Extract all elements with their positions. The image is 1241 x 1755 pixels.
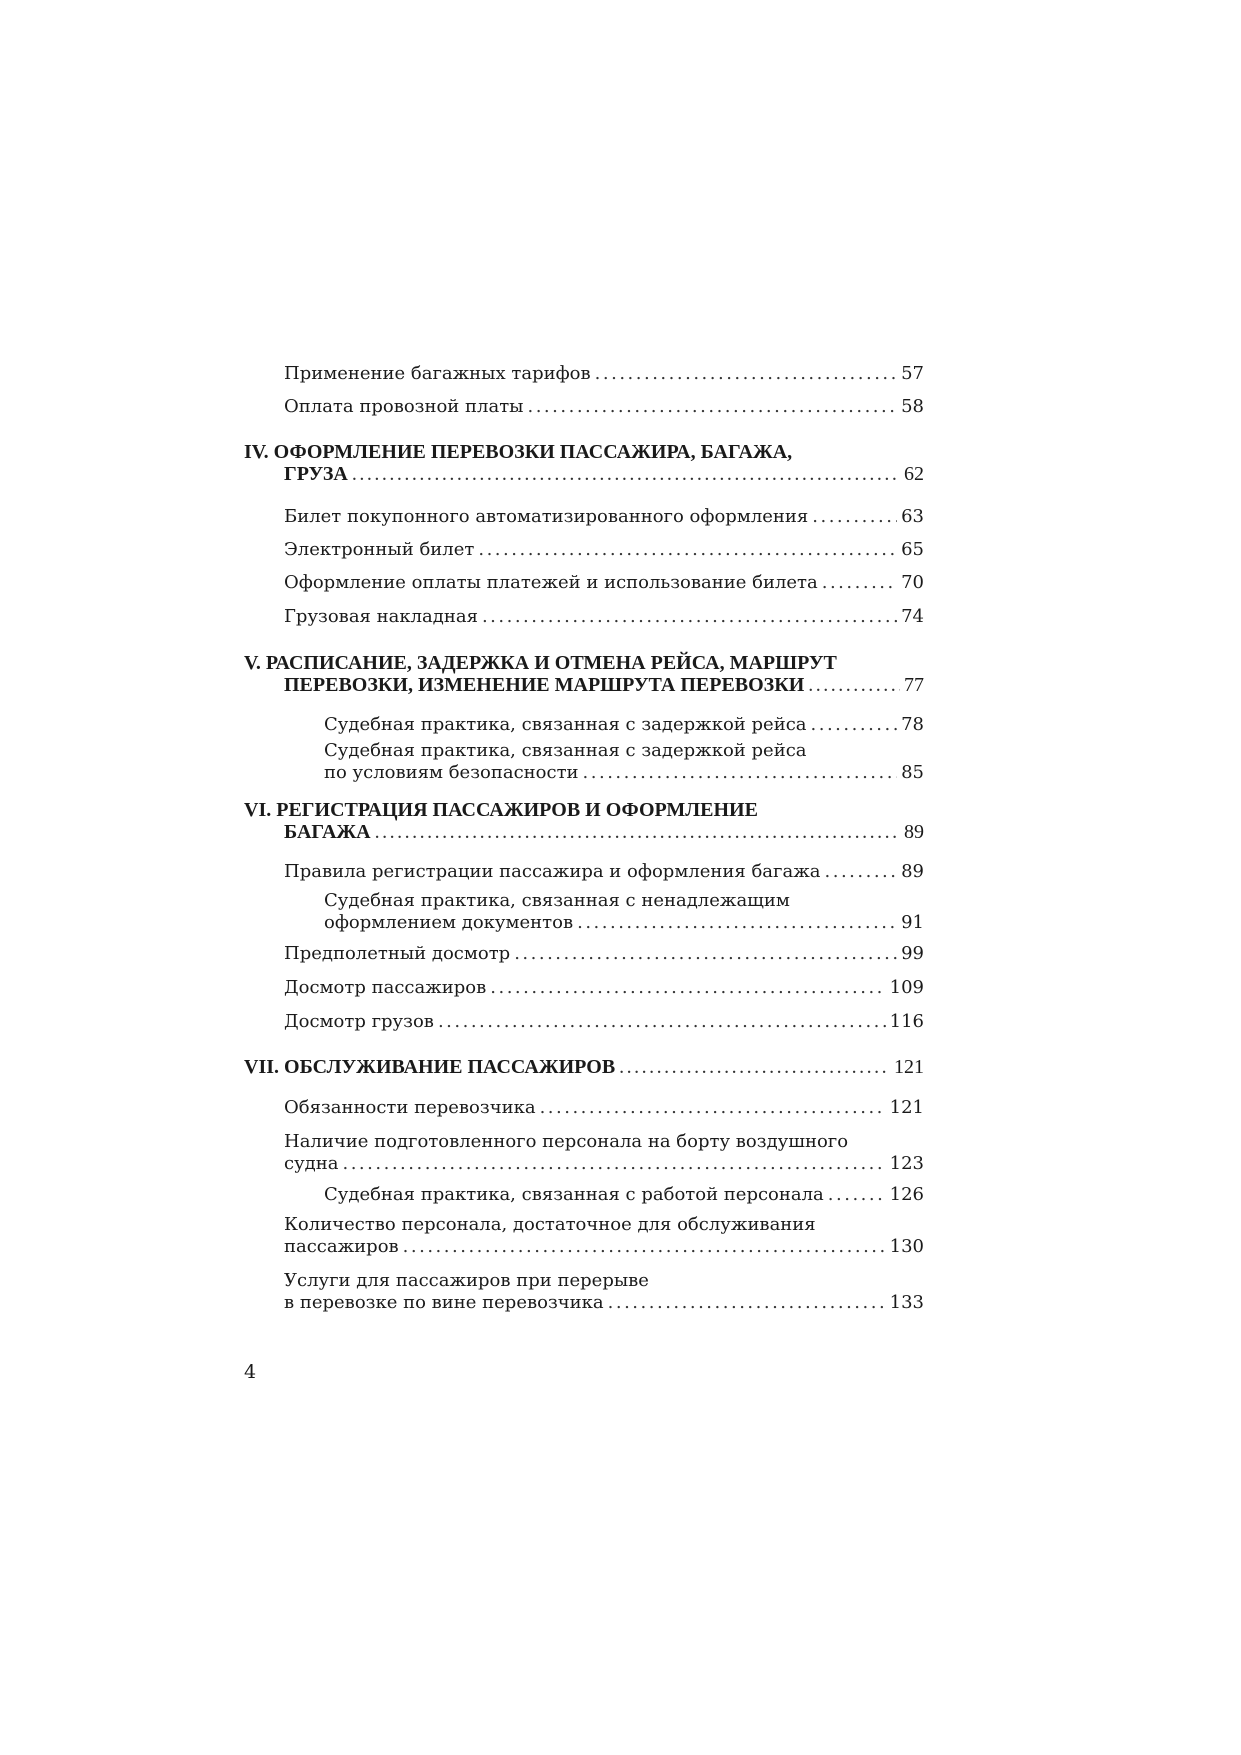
toc-leader-dots: [608, 1291, 886, 1315]
toc-section-heading-cont: [284, 462, 924, 486]
toc-entry-page: 65: [901, 539, 924, 560]
toc-entry: [284, 395, 924, 419]
toc-entry-title: Наличие подготовленного персонала на борту воздушного: [284, 1131, 849, 1152]
toc-entry-page: 130: [889, 1236, 924, 1257]
toc-entry-title: Судебная практика, связанная с задержкой рейса: [324, 714, 807, 735]
toc-entry-page: 123: [889, 1153, 924, 1174]
toc-entry: [284, 1152, 924, 1176]
page-number: 4: [244, 1361, 257, 1383]
toc-section-title: БАГАЖА: [284, 821, 371, 843]
toc-section-title: ПЕРЕВОЗКИ, ИЗМЕНЕНИЕ МАРШРУТА ПЕРЕВОЗКИ: [284, 674, 805, 696]
toc-leader-dots: [342, 1152, 885, 1176]
toc-entry: [284, 860, 924, 884]
toc-entry-title-cont: судна: [284, 1153, 339, 1174]
toc-entry-title: Электронный билет: [284, 539, 475, 560]
toc-entry-page: 78: [901, 714, 924, 735]
toc-entry: [284, 1096, 924, 1120]
toc-entry-page: 91: [901, 912, 924, 933]
toc-leader-dots: [811, 713, 898, 737]
toc-entry-page: 57: [901, 363, 924, 384]
table-of-contents: [244, 0, 924, 1755]
toc-entry: [284, 571, 924, 595]
toc-entry-page: 121: [889, 1097, 924, 1118]
toc-entry-title: Предполетный досмотр: [284, 943, 511, 964]
toc-leader-dots: [514, 942, 897, 966]
toc-section-page: 62: [904, 463, 924, 485]
toc-entry: [284, 1235, 924, 1259]
toc-entry: [284, 942, 924, 966]
toc-entry-title-cont: пассажиров: [284, 1236, 399, 1257]
toc-entry-page: 58: [901, 396, 924, 417]
toc-leader-dots: [583, 761, 898, 785]
toc-subentry: [324, 1183, 924, 1207]
toc-entry-title: Применение багажных тарифов: [284, 363, 591, 384]
toc-subentry-title: Судебная практика, связанная с ненадлежащим: [324, 890, 790, 911]
toc-section-heading: V. РАСПИСАНИЕ, ЗАДЕРЖКА И ОТМЕНА РЕЙСА, МАРШРУТ: [244, 652, 837, 674]
toc-entry: [284, 1010, 924, 1034]
toc-entry-title: Оплата провозной платы: [284, 396, 524, 417]
toc-section-heading-cont: [284, 820, 924, 844]
toc-entry-title: Услуги для пассажиров при перерыве: [284, 1270, 649, 1291]
toc-entry: [284, 605, 924, 629]
toc-subentry: [324, 713, 924, 737]
toc-leader-dots: [825, 860, 898, 884]
toc-leader-dots: [438, 1010, 886, 1034]
toc-subentry: [324, 911, 924, 935]
toc-entry-title: Билет покупонного автоматизированного оформления: [284, 506, 809, 527]
toc-section-heading: [244, 1055, 924, 1079]
toc-section-title: ГРУЗА: [284, 463, 348, 485]
toc-entry-page: 126: [889, 1184, 924, 1205]
toc-section-heading: IV. ОФОРМЛЕНИЕ ПЕРЕВОЗКИ ПАССАЖИРА, БАГАЖА,: [244, 441, 793, 463]
toc-leader-dots: [812, 505, 897, 529]
toc-entry: [284, 538, 924, 562]
toc-leader-dots: [822, 571, 897, 595]
toc-leader-dots: [482, 605, 897, 629]
toc-entry-title-cont: в перевозке по вине перевозчика: [284, 1292, 604, 1313]
toc-subentry: [324, 761, 924, 785]
toc-entry: [284, 362, 924, 386]
toc-leader-dots: [490, 976, 885, 1000]
toc-entry: [284, 505, 924, 529]
toc-leader-dots: [375, 820, 900, 844]
toc-entry-title: Досмотр грузов: [284, 1011, 434, 1032]
toc-entry-page: 109: [889, 977, 924, 998]
toc-entry-title: Судебная практика, связанная с работой персонала: [324, 1184, 824, 1205]
toc-leader-dots: [527, 395, 897, 419]
toc-entry-title: Досмотр пассажиров: [284, 977, 487, 998]
toc-leader-dots: [478, 538, 897, 562]
toc-section-heading: VI. РЕГИСТРАЦИЯ ПАССАЖИРОВ И ОФОРМЛЕНИЕ: [244, 799, 758, 821]
toc-leader-dots: [808, 673, 900, 697]
toc-section-heading-cont: [284, 673, 924, 697]
toc-entry-title-cont: по условиям безопасности: [324, 762, 579, 783]
toc-entry-title: Правила регистрации пассажира и оформления багажа: [284, 861, 821, 882]
toc-leader-dots: [595, 362, 897, 386]
toc-entry-page: 63: [901, 506, 924, 527]
toc-entry-title: Оформление оплаты платежей и использование билета: [284, 572, 818, 593]
toc-subentry-title: Судебная практика, связанная с задержкой рейса: [324, 740, 807, 761]
toc-entry-page: 99: [901, 943, 924, 964]
toc-entry: [284, 1291, 924, 1315]
toc-entry-page: 116: [889, 1011, 924, 1032]
toc-entry-page: 85: [901, 762, 924, 783]
toc-entry-page: 74: [901, 606, 924, 627]
toc-entry-page: 133: [889, 1292, 924, 1313]
toc-entry-title: Грузовая накладная: [284, 606, 478, 627]
toc-entry-title: Обязанности перевозчика: [284, 1097, 536, 1118]
toc-entry-page: 70: [901, 572, 924, 593]
toc-leader-dots: [828, 1183, 886, 1207]
toc-leader-dots: [403, 1235, 886, 1259]
toc-section-page: 121: [894, 1056, 924, 1078]
toc-section-title: VII. ОБСЛУЖИВАНИЕ ПАССАЖИРОВ: [244, 1056, 616, 1078]
toc-section-page: 89: [904, 821, 924, 843]
toc-section-page: 77: [904, 674, 924, 696]
toc-leader-dots: [577, 911, 897, 935]
toc-leader-dots: [352, 462, 900, 486]
toc-entry-title-cont: оформлением документов: [324, 912, 574, 933]
toc-leader-dots: [619, 1055, 890, 1079]
toc-entry-page: 89: [901, 861, 924, 882]
toc-leader-dots: [540, 1096, 886, 1120]
toc-entry-title: Количество персонала, достаточное для обслуживания: [284, 1214, 816, 1235]
toc-entry: [284, 976, 924, 1000]
